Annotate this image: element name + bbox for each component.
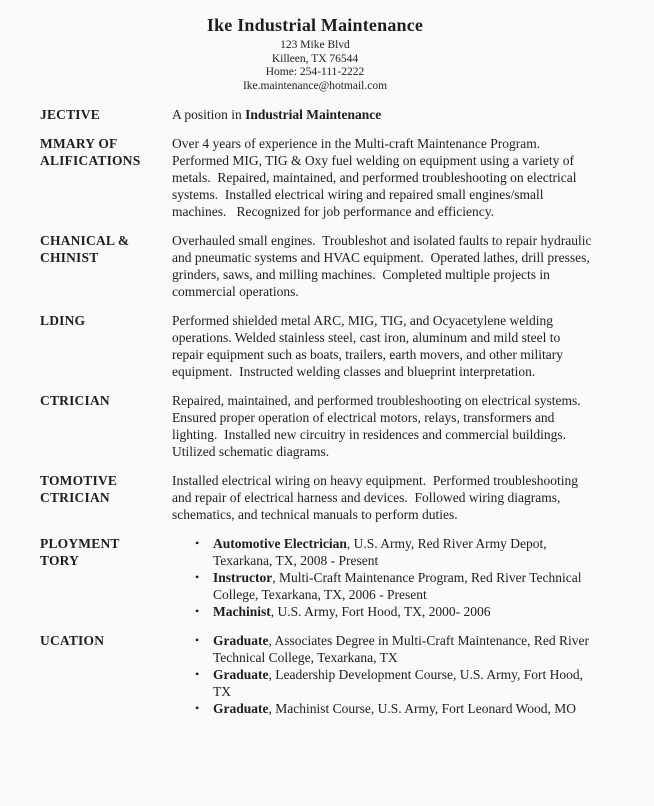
section-label-line: MMARY OF (40, 136, 118, 151)
paragraph-bold-text: Industrial Maintenance (245, 107, 382, 122)
header-address-line: Ike.maintenance@hotmail.com (242, 79, 388, 92)
section-label-employment-history (40, 535, 172, 569)
page-title: Ike Industrial Maintenance (206, 15, 424, 35)
paragraph-text: Performed shielded metal ARC, MIG, TIG, and Ocyacetylene welding operations. Welded stainless steel, cast iron, aluminum and mild steel to repair equipment such as boats, trailers, earth movers, and other military equipment. Instructed welding classes and blueprint interpretation. (172, 313, 567, 379)
header-address-line: Home: 254-111-2222 (265, 66, 365, 78)
section-paragraph (172, 392, 592, 460)
section-paragraph (172, 135, 592, 220)
list-item-detail: , Leadership Development Course, U.S. Army, Fort Hood, TX (213, 667, 583, 699)
list-item (172, 666, 592, 700)
list-item-text (213, 700, 592, 717)
resume-body (40, 106, 654, 717)
list-item-text (213, 535, 592, 569)
list-item-title: Machinist (213, 604, 271, 619)
list-item-detail: , Multi-Craft Maintenance Program, Red River Technical College, Texarkana, TX, 2006 - Present (213, 570, 582, 602)
list-item-detail: , U.S. Army, Red River Army Depot, Texarkana, TX, 2008 - Present (213, 536, 547, 568)
list-item-title: Graduate (213, 633, 269, 648)
paragraph-text: Over 4 years of experience in the Multi-craft Maintenance Program. Performed MIG, TIG & Oxy fuel welding on equipment using a variety of metals. Repaired, maintained, and performed troubleshooting on electrical systems. Installed electrical wiring and repaired small engines/small machines. Recognized for job performance and efficiency. (172, 136, 580, 219)
section-label-line: TOMOTIVE (40, 473, 118, 488)
section-summary-of-qualifications (40, 135, 654, 220)
section-body-employment-history (172, 535, 592, 620)
list-item-detail: , Associates Degree in Multi-Craft Maintenance, Red River Technical College, Texarkana, TX (213, 633, 590, 665)
section-label-education (40, 632, 172, 649)
section-mechanical-machinist (40, 232, 654, 300)
list-item-text (213, 632, 592, 666)
header-address-line: 123 Mike Blvd (280, 39, 350, 51)
paragraph-text: Installed electrical wiring on heavy equipment. Performed troubleshooting and repair of electrical harness and devices. Followed wiring diagrams, schematics, and technical manuals to perform duties. (172, 473, 582, 522)
list-item (172, 632, 592, 666)
header-address-line: Killeen, TX 76544 (271, 52, 359, 65)
paragraph-text: A position in (172, 107, 246, 122)
section-label-line: PLOYMENT (40, 536, 120, 551)
section-paragraph (172, 312, 592, 380)
paragraph-text: Repaired, maintained, and performed troubleshooting on electrical systems. Ensured proper operation of electrical motors, relays, transformers and lighting. Installed new circuitry in residences and commercial buildings. Utilized schematic diagrams. (172, 393, 585, 459)
section-body-education (172, 632, 592, 717)
list-item-detail: , Machinist Course, U.S. Army, Fort Leonard Wood, MO (268, 701, 577, 716)
section-electrician (40, 392, 654, 460)
section-label-objective (40, 106, 172, 123)
section-label-line: LDING (40, 313, 86, 328)
list-item-title: Instructor (213, 570, 273, 585)
section-label-mechanical-machinist (40, 232, 172, 266)
section-objective (40, 106, 654, 123)
section-body-summary-of-qualifications (172, 135, 592, 220)
resume-header (0, 0, 630, 93)
section-label-automotive-electrician (40, 472, 172, 506)
list-item (172, 535, 592, 569)
section-label-line: CTRICIAN (40, 490, 110, 505)
bullet-icon: • (195, 701, 200, 715)
section-label-line: JECTIVE (40, 107, 100, 122)
section-label-line: UCATION (40, 633, 105, 648)
list-item (172, 603, 592, 620)
section-body-objective (172, 106, 592, 123)
section-automotive-electrician (40, 472, 654, 523)
bullet-icon: • (195, 604, 200, 618)
section-label-line: ALIFICATIONS (40, 153, 141, 168)
section-label-summary-of-qualifications (40, 135, 172, 169)
list-item (172, 700, 592, 717)
list-item-text (213, 666, 592, 700)
list-item-title: Graduate (213, 701, 269, 716)
section-paragraph (172, 472, 592, 523)
list-item-title: Graduate (213, 667, 269, 682)
section-label-line: TORY (40, 553, 80, 568)
bullet-icon: • (195, 633, 200, 647)
section-label-welding (40, 312, 172, 329)
bullet-icon: • (195, 536, 200, 550)
section-label-line: CTRICIAN (40, 393, 110, 408)
section-body-mechanical-machinist (172, 232, 595, 300)
section-body-welding (172, 312, 592, 380)
list-item-title: Automotive Electrician (213, 536, 347, 551)
section-education (40, 632, 654, 717)
section-body-electrician (172, 392, 592, 460)
list-item-detail: , U.S. Army, Fort Hood, TX, 2000- 2006 (270, 604, 491, 619)
section-label-line: CHANICAL & (40, 233, 130, 248)
list-item-text (213, 603, 592, 620)
list-item-text (213, 569, 592, 603)
section-body-automotive-electrician (172, 472, 592, 523)
section-employment-history (40, 535, 654, 620)
bullet-icon: • (195, 570, 200, 584)
paragraph-text: Overhauled small engines. Troubleshot and isolated faults to repair hydraulic and pneumatic systems and HVAC equipment. Operated lathes, drill presses, grinders, saws, and milling machines. Completed multiple projects in commercial operations. (172, 233, 595, 299)
list-item (172, 569, 592, 603)
section-label-line: CHINIST (40, 250, 99, 265)
section-paragraph (172, 106, 592, 123)
header-address-block (0, 39, 630, 93)
section-paragraph (172, 232, 595, 300)
section-welding (40, 312, 654, 380)
bullet-icon: • (195, 667, 200, 681)
section-label-electrician (40, 392, 172, 409)
